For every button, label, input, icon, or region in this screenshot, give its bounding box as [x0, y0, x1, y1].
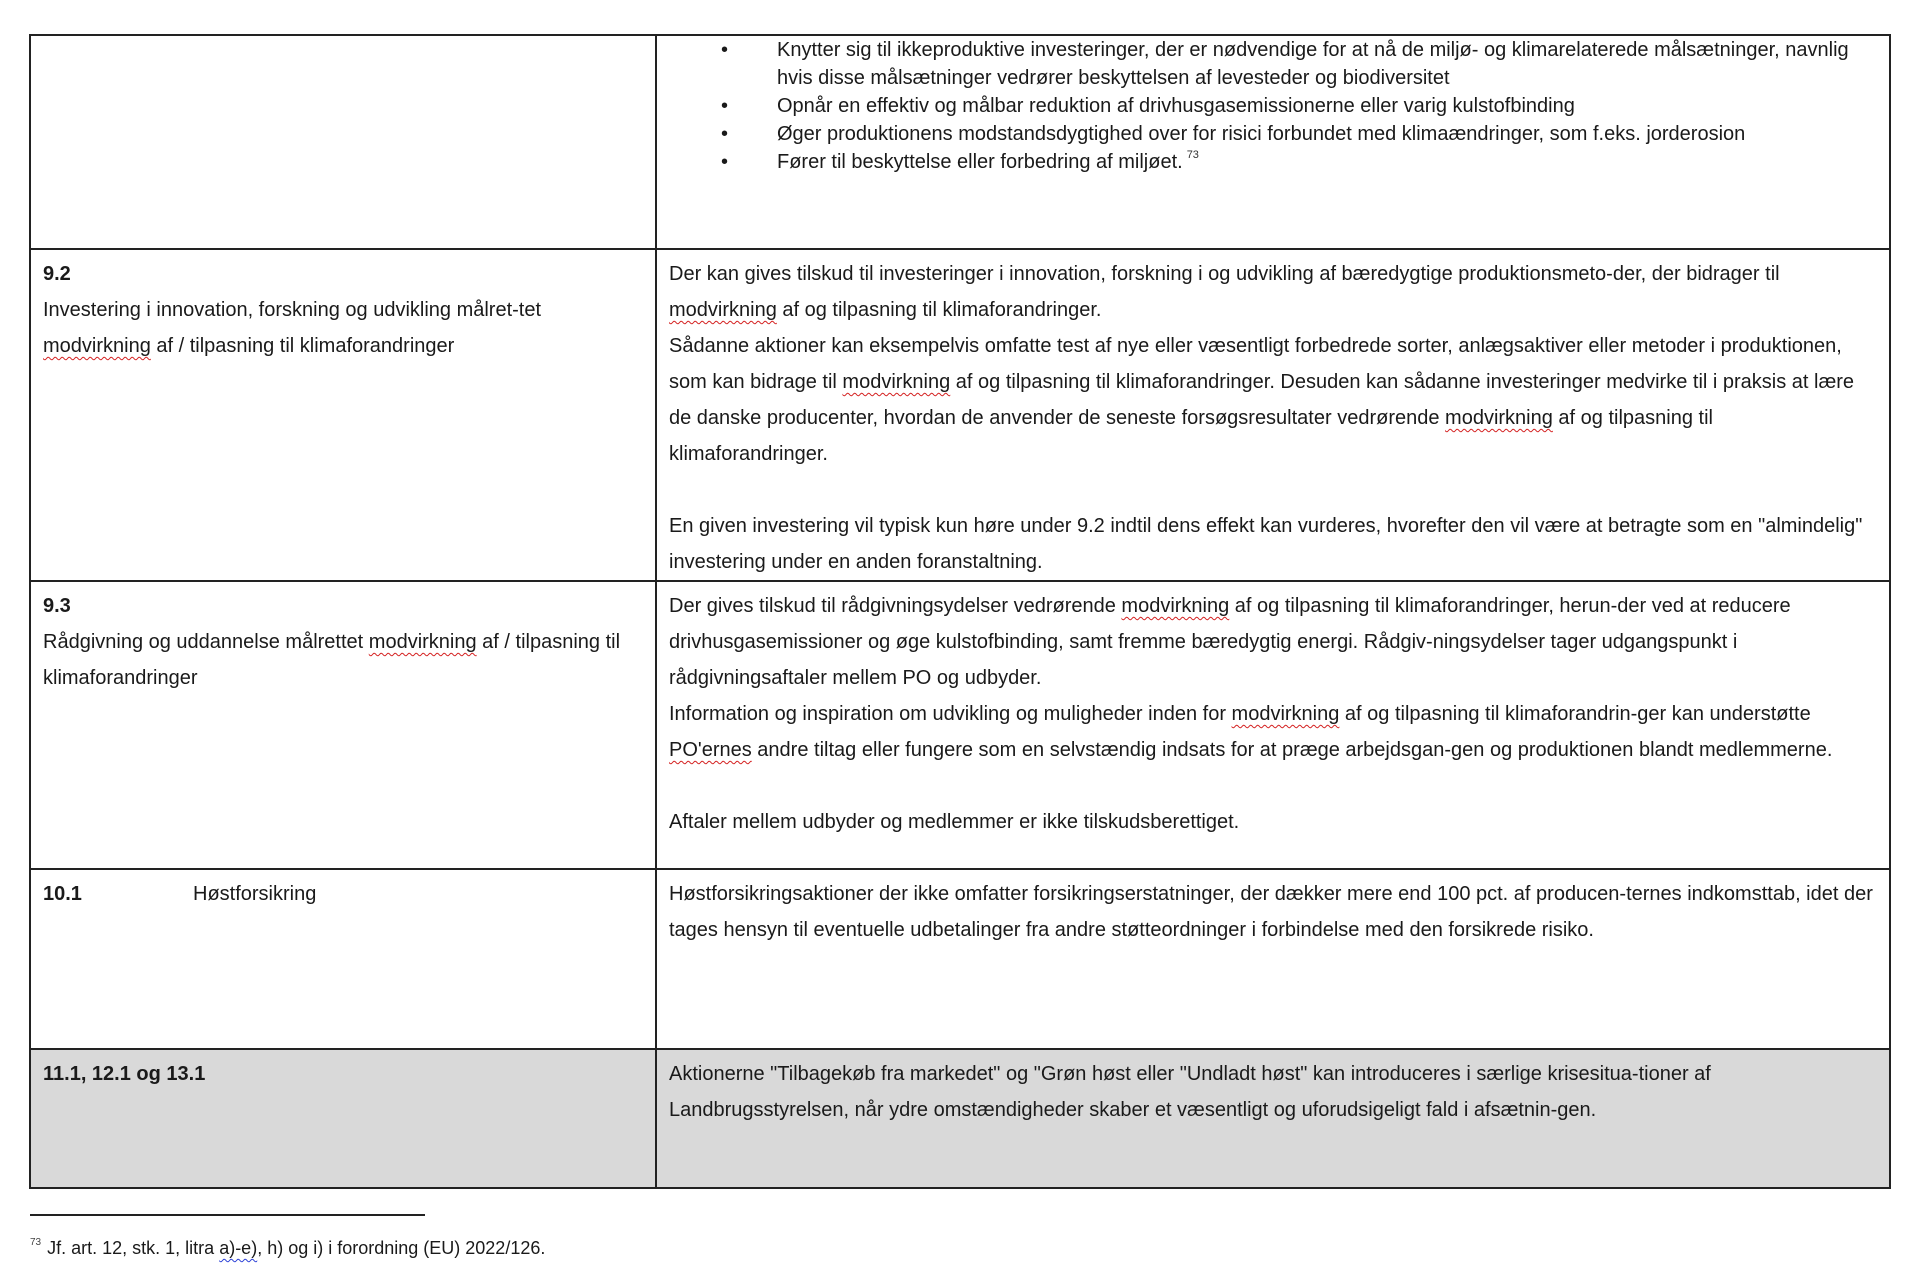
measure-cell	[30, 35, 656, 249]
footnote-separator	[30, 1214, 425, 1216]
measure-title: Investering i innovation, forskning og udvikling målret-tet modvirkning af / tilpasning til klimaforandringer	[43, 299, 542, 357]
list-item	[669, 120, 1877, 148]
measure-cell	[30, 249, 656, 581]
measure-number: 11.1, 12.1 og 13.1	[43, 1063, 206, 1085]
measures-table	[29, 34, 1891, 1189]
paragraph: Aktionerne "Tilbagekøb fra markedet" og "Grøn høst eller "Undladt høst" kan introduceres i særlige krisesitua-tioner af Landbrugsstyrelsen, når ydre omstændigheder skaber et væsentligt og uforudsigeligt fald i afsætnin-gen.	[669, 1063, 1711, 1121]
paragraph: Høstforsikringsaktioner der ikke omfatter forsikringserstatninger, der dækker mere end 100 pct. af producen-ternes indkomsttab, idet der tages hensyn til eventuelle udbetalinger fra andre støtteordninger i forbindelse med den forsikrede risiko.	[669, 883, 1873, 941]
paragraph: Der kan gives tilskud til investeringer i innovation, forskning i og udvikling af bæredygtige produktionsmeto-der, der bidrager til modvirkning af og tilpasning til klimaforandringer.	[669, 263, 1780, 321]
description-cell	[656, 249, 1890, 581]
spellcheck-word[interactable]: PO'ernes	[669, 739, 752, 761]
list-item	[669, 92, 1877, 120]
description-cell	[656, 581, 1890, 869]
measure-cell	[30, 869, 656, 1049]
description-cell	[656, 35, 1890, 249]
grammarcheck-word[interactable]: a)-e)	[219, 1238, 258, 1258]
list-item-text: Opnår en effektiv og målbar reduktion af drivhusgasemissionerne eller varig kulstofbinding	[777, 95, 1575, 117]
spellcheck-word[interactable]: modvirkning	[368, 631, 477, 653]
measure-cell	[30, 1049, 656, 1188]
table-row	[30, 35, 1890, 249]
paragraph-gap	[669, 472, 1877, 508]
measure-number: 9.3	[43, 595, 71, 617]
list-item-text: Knytter sig til ikkeproduktive investeringer, der er nødvendige for at nå de miljø- og klimarelaterede målsætninger, navnlig hvis disse målsætninger vedrører beskyttelsen af levesteder og biodiversitet	[777, 39, 1849, 89]
bullet-icon: •	[721, 123, 729, 145]
paragraph: Aftaler mellem udbyder og medlemmer er ikke tilskudsberettiget.	[669, 811, 1240, 833]
list-item	[669, 148, 1877, 176]
table-row	[30, 1049, 1890, 1188]
list-item-text: Fører til beskyttelse eller forbedring af miljøet.	[777, 151, 1183, 173]
criteria-list	[669, 36, 1877, 176]
spellcheck-word[interactable]: modvirkning	[1445, 407, 1553, 429]
measure-title: Høstforsikring	[193, 883, 317, 905]
paragraph: Sådanne aktioner kan eksempelvis omfatte test af nye eller væsentligt forbedrede sorter, anlægsaktiver eller metoder i produktionen, som kan bidrage til modvirkning af og tilpasning til klimaforandringer. Desuden kan sådanne investeringer medvirke til i praksis at lære de danske producenter, hvordan de anvender de seneste forsøgsresultater vedrørende modvirkning af og tilpasning til klimaforandringer.	[669, 335, 1855, 465]
paragraph: En given investering vil typisk kun høre under 9.2 indtil dens effekt kan vurderes, hvorefter den vil være at betragte som en "almindelig" investering under en anden foranstaltning.	[669, 515, 1863, 573]
footnote-reference[interactable]: 73	[1186, 149, 1199, 161]
measure-title: Rådgivning og uddannelse målrettet modvirkning af / tilpasning til klimaforandringer	[43, 631, 621, 689]
spellcheck-word[interactable]: modvirkning	[842, 371, 951, 393]
footnote: $^{73}$ Jf. art. 12, stk. 1, litra a)-e), h) og i) i forordning (EU) 2022/126.	[30, 1237, 546, 1258]
list-item	[669, 36, 1877, 92]
spellcheck-word[interactable]: modvirkning	[669, 299, 777, 321]
spellcheck-word[interactable]: modvirkning	[1121, 595, 1230, 617]
footnote-number: 73	[30, 1237, 42, 1248]
table-row	[30, 249, 1890, 581]
paragraph: Information og inspiration om udvikling og muligheder inden for modvirkning af og tilpasning til klimaforandrin-ger kan understøtte PO'ernes andre tiltag eller fungere som en selvstændig indsats for at præge arbejdsgan-gen og produktionen blandt medlemmerne.	[669, 703, 1833, 761]
paragraph: Der gives tilskud til rådgivningsydelser vedrørende modvirkning af og tilpasning til klimaforandringer, herun-der ved at reducere drivhusgasemissioner og øge kulstofbinding, samt fremme bæredygtig energi. Rådgiv-ningsydelser tager udgangspunkt i rådgivningsaftaler mellem PO og udbyder.	[669, 595, 1791, 689]
measure-heading	[43, 876, 643, 912]
measure-cell	[30, 581, 656, 869]
bullet-icon: •	[721, 151, 729, 173]
table-row	[30, 869, 1890, 1049]
bullet-icon: •	[721, 95, 729, 117]
list-item-text: Øger produktionens modstandsdygtighed over for risici forbundet med klimaændringer, som f.eks. jorderosion	[777, 123, 1746, 145]
bullet-icon: •	[721, 39, 729, 61]
spellcheck-word[interactable]: modvirkning	[1231, 703, 1340, 725]
description-cell	[656, 869, 1890, 1049]
spellcheck-word[interactable]: modvirkning	[43, 335, 151, 357]
description-cell	[656, 1049, 1890, 1188]
measure-number: 9.2	[43, 263, 71, 285]
table-row	[30, 581, 1890, 869]
paragraph-gap	[669, 768, 1877, 804]
measure-number: 10.1	[43, 883, 82, 905]
